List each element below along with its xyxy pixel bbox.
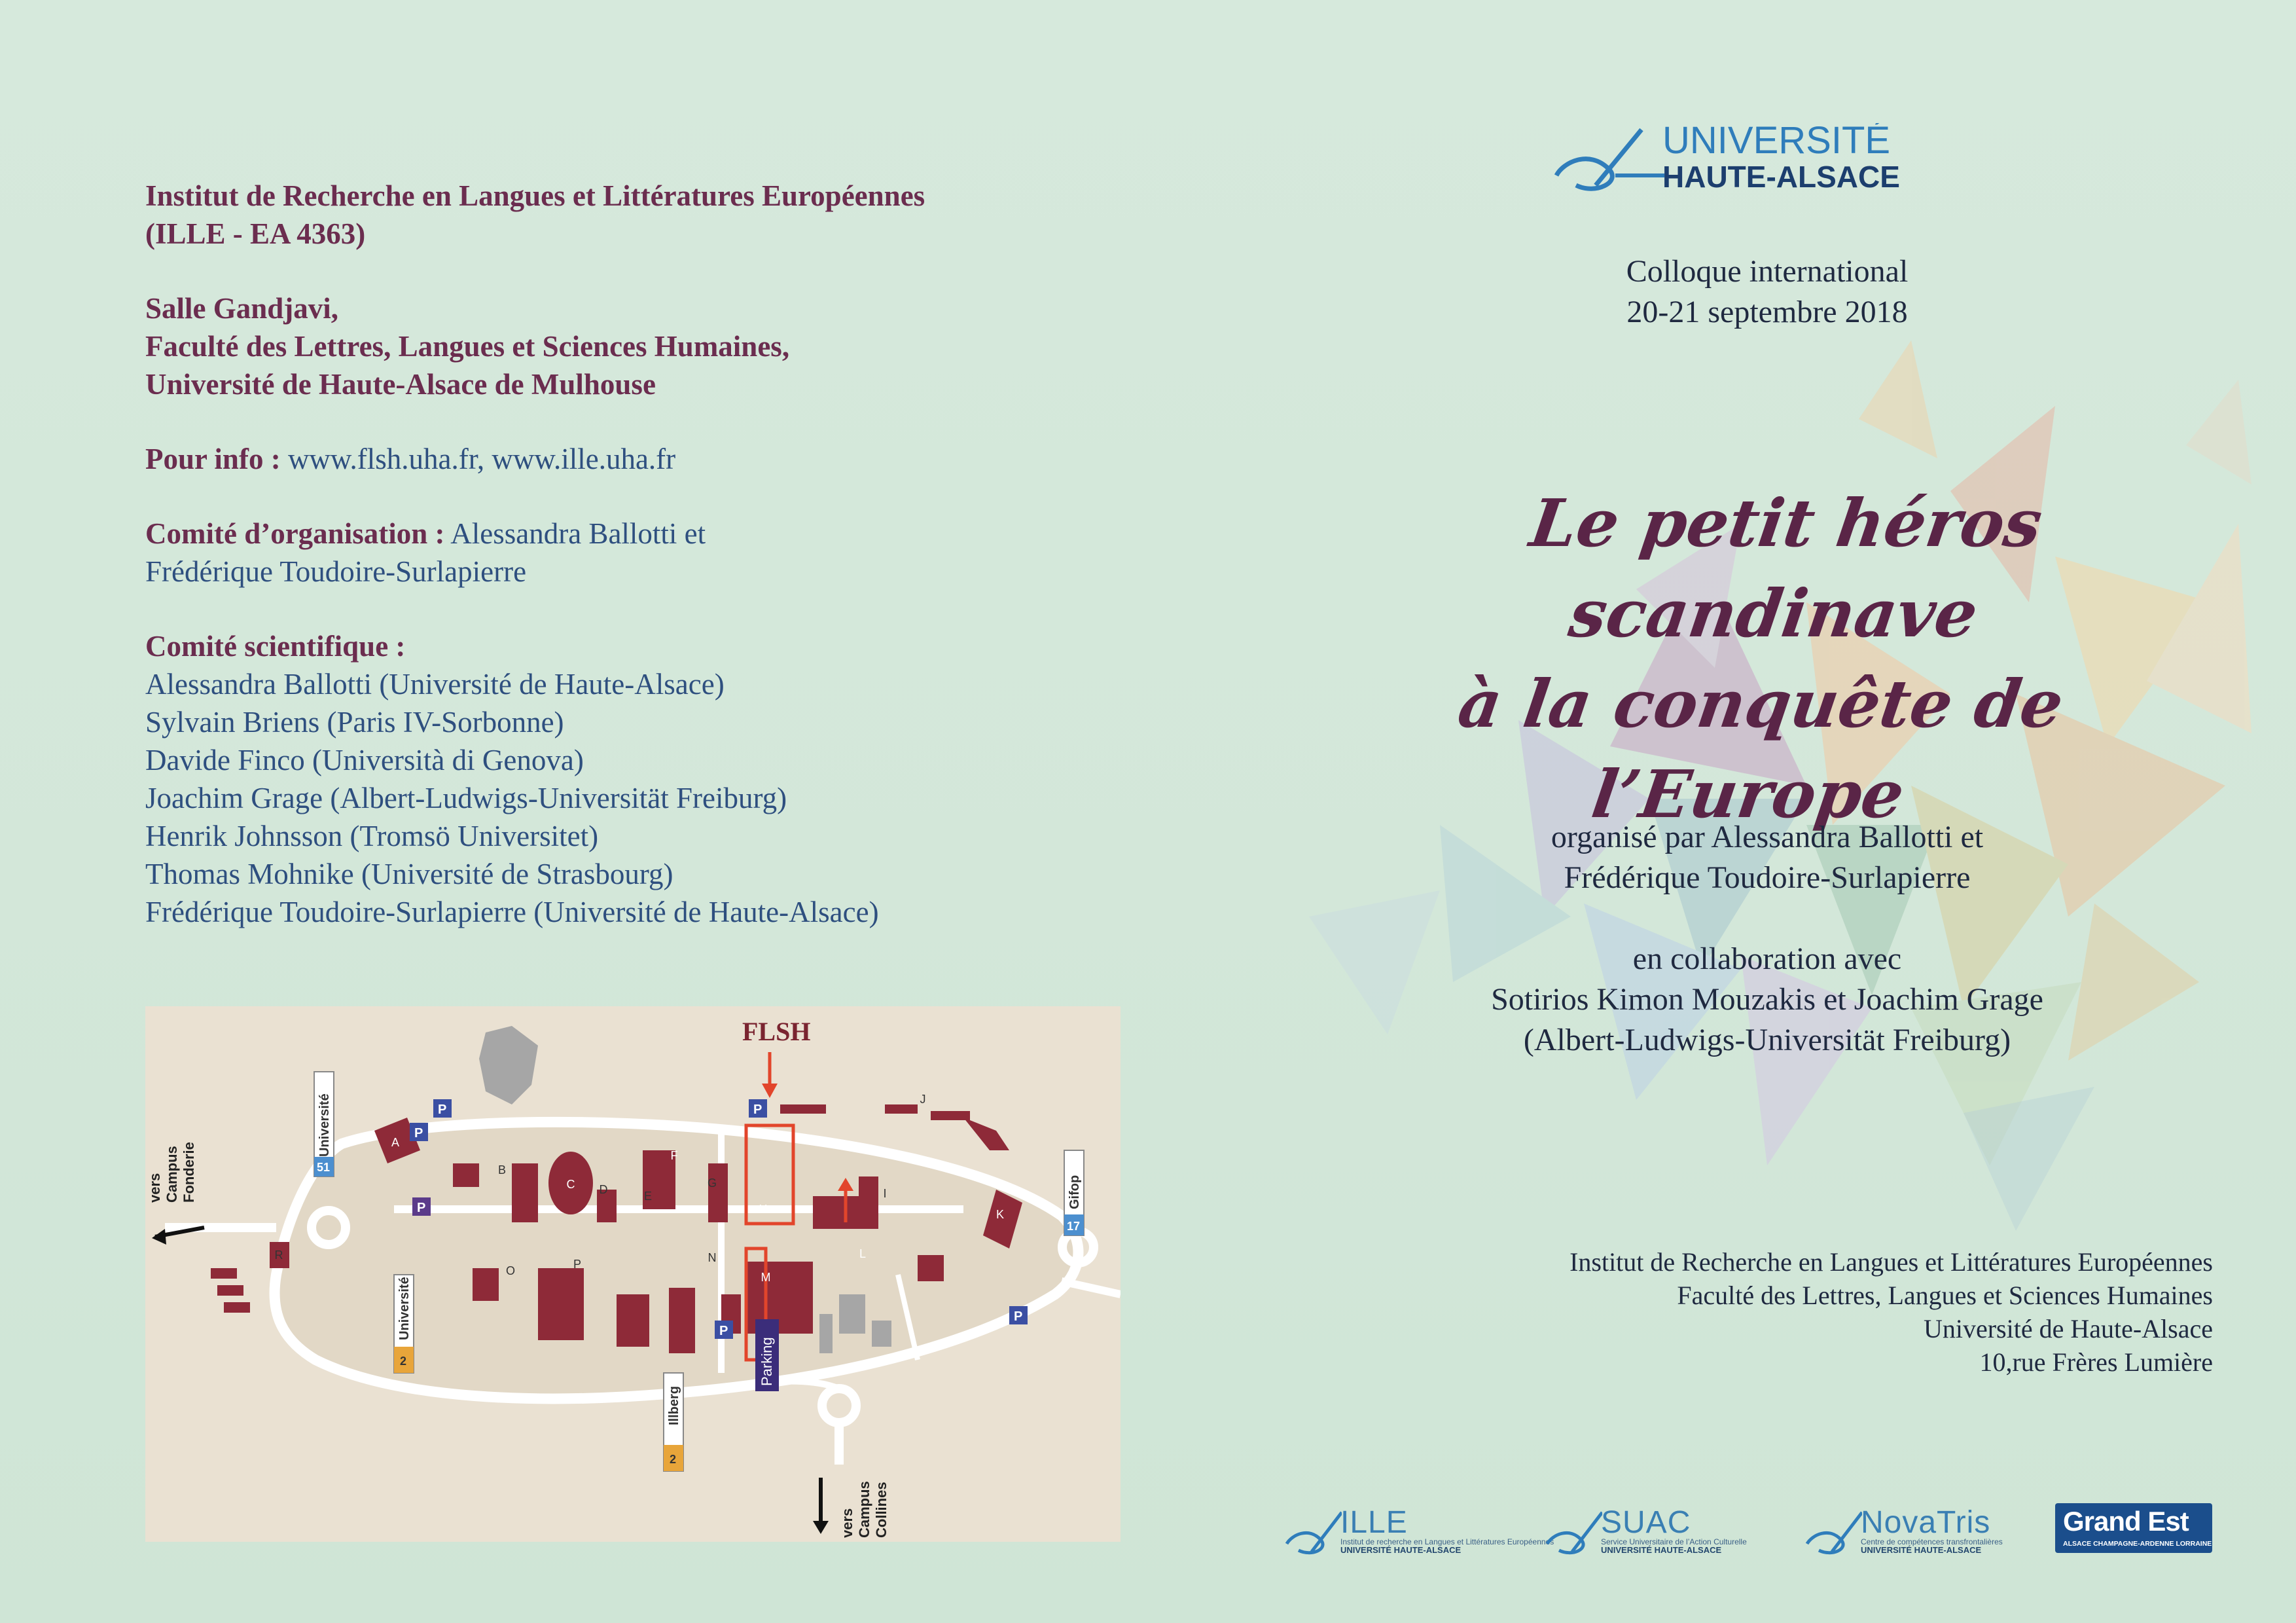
org-value: Alessandra Ballotti et [444, 517, 706, 550]
venue-block [145, 289, 1127, 403]
sci-member: Davide Finco (Università di Genova) [145, 744, 584, 776]
ille-university: UNIVERSITÉ HAUTE-ALSACE [1340, 1545, 1462, 1555]
flsh-label: FLSH [742, 1017, 811, 1046]
building-label: G [707, 1176, 717, 1190]
building-label: F [670, 1149, 678, 1162]
org-line-1: organisé par Alessandra Ballotti et [1551, 820, 1984, 854]
partner-logos [1283, 1503, 2219, 1556]
grand-est-logo [2055, 1503, 2212, 1553]
suac-name: SUAC [1601, 1505, 1691, 1540]
uha-symbol-icon [1550, 123, 1956, 195]
bus-stop-illberg: Illberg [667, 1385, 681, 1425]
address-line: Faculté des Lettres, Langues et Sciences Humaines [1677, 1281, 2213, 1310]
address-line: Université de Haute-Alsace [1923, 1314, 2213, 1343]
sci-member: Alessandra Ballotti (Université de Haute-Alsace) [145, 668, 725, 701]
suac-logo [1543, 1503, 1792, 1556]
building-label: K [996, 1208, 1005, 1221]
suac-subtitle: Service Universitaire de l’Action Culturelle [1601, 1537, 1747, 1546]
p-marker: P [414, 1126, 423, 1140]
tram-line-2: 2 [670, 1453, 677, 1466]
colloque-block [1335, 251, 2199, 333]
campus-map [145, 1006, 1121, 1542]
bus-stop-gifop: Gifop [1067, 1175, 1082, 1209]
info-label: Pour info : [145, 443, 281, 475]
sci-member: Henrik Johnsson (Tromsö Universitet) [145, 820, 599, 852]
vers-label: vers [839, 1508, 855, 1538]
building-label: L [859, 1247, 867, 1260]
vers-label: vers [147, 1173, 163, 1203]
building-label: J [920, 1093, 926, 1106]
building-label: M [761, 1271, 771, 1284]
novatris-subtitle: Centre de compétences transfrontalières [1861, 1537, 2003, 1546]
institute-line-2: (ILLE - EA 4363) [145, 217, 366, 250]
building-label: A [391, 1136, 400, 1149]
scientific-block [145, 627, 1127, 931]
building-label: C [566, 1178, 575, 1191]
sci-member: Joachim Grage (Albert-Ludwigs-Universität Freiburg) [145, 782, 787, 814]
building-label: D [599, 1183, 608, 1196]
title-line-1: Le petit héros scandinave [1526, 484, 2047, 652]
venue-line-1: Salle Gandjavi, [145, 292, 339, 325]
org-line-2: Frédérique Toudoire-Surlapierre [1564, 860, 1971, 895]
sci-member: Sylvain Briens (Paris IV-Sorbonne) [145, 706, 564, 739]
suac-university: UNIVERSITÉ HAUTE-ALSACE [1601, 1545, 1722, 1555]
campus-label: Campus [856, 1481, 872, 1538]
ille-subtitle: Institut de recherche en Langues et Littératures Européennes [1340, 1537, 1554, 1546]
venue-line-3: Université de Haute-Alsace de Mulhouse [145, 368, 656, 401]
novatris-name: NovaTris [1861, 1505, 1991, 1540]
org-label: Comité d’organisation : [145, 517, 445, 550]
collaboration-block [1335, 939, 2199, 1061]
p-marker: P [438, 1103, 447, 1117]
left-column [145, 177, 1127, 931]
uha-symbol-icon [1543, 1510, 1602, 1556]
novatris-logo [1803, 1503, 2052, 1556]
ille-name: ILLE [1340, 1505, 1408, 1540]
fonderie-label: Fonderie [181, 1142, 197, 1203]
tram-line-2: 2 [400, 1355, 407, 1368]
parking-label: Parking [759, 1337, 775, 1386]
organised-by-block [1335, 817, 2199, 898]
p-marker: P [1014, 1309, 1023, 1324]
building-label: I [883, 1187, 887, 1200]
uha-symbol-icon [1283, 1510, 1342, 1556]
p-marker: P [753, 1103, 762, 1117]
info-block [145, 440, 1127, 478]
address-line: Institut de Recherche en Langues et Littératures Européennes [1570, 1247, 2213, 1277]
sci-label: Comité scientifique : [145, 630, 406, 663]
building-label: P [573, 1258, 582, 1271]
uha-bottom-text: HAUTE-ALSACE [1662, 160, 1900, 194]
bus-line-17: 17 [1067, 1220, 1081, 1233]
institute-line-1: Institut de Recherche en Langues et Littératures Européennes [145, 179, 925, 212]
organisation-block [145, 515, 1127, 591]
org-value-2: Frédérique Toudoire-Surlapierre [145, 555, 527, 588]
sci-member: Frédérique Toudoire-Surlapierre (Université de Haute-Alsace) [145, 896, 879, 928]
building-label: H [759, 1203, 768, 1216]
building-label: E [643, 1190, 653, 1203]
ille-logo [1283, 1503, 1554, 1556]
bus-stop-universite: Université [317, 1093, 332, 1157]
collines-label: Collines [873, 1482, 889, 1538]
p-marker: P [417, 1201, 426, 1215]
colloque-dates: 20-21 septembre 2018 [1626, 295, 1908, 329]
grand-est-region: ALSACE CHAMPAGNE-ARDENNE LORRAINE [2063, 1540, 2212, 1548]
collab-line-1: en collaboration avec [1632, 941, 1902, 976]
building-label: B [497, 1163, 507, 1176]
p-marker: P [719, 1324, 728, 1338]
colloque-label: Colloque international [1626, 254, 1909, 289]
grand-est-name: Grand Est [2063, 1506, 2189, 1537]
info-links[interactable]: www.flsh.uha.fr, www.ille.uha.fr [280, 443, 676, 475]
novatris-university: UNIVERSITÉ HAUTE-ALSACE [1861, 1545, 1982, 1555]
address-line: 10,rue Frères Lumière [1979, 1347, 2213, 1377]
event-title [1310, 478, 2225, 839]
collab-line-3: (Albert-Ludwigs-Universität Freiburg) [1523, 1023, 2011, 1057]
sci-member: Thomas Mohnike (Université de Strasbourg) [145, 858, 673, 890]
collab-line-2: Sotirios Kimon Mouzakis et Joachim Grage [1491, 982, 2043, 1017]
building-label: R [274, 1249, 283, 1262]
uha-top-text: UNIVERSITÉ [1662, 123, 1891, 162]
bus-stop-universite-2: Université [397, 1277, 412, 1340]
address-block [1427, 1245, 2213, 1379]
uha-symbol-icon [1803, 1510, 1862, 1556]
uha-logo [1550, 123, 1956, 198]
title-line-2: à la conquête de l’Europe [1454, 665, 2068, 833]
building-label: N [708, 1251, 717, 1264]
bus-line-51: 51 [317, 1161, 331, 1174]
institute-block [145, 177, 1127, 253]
campus-label: Campus [164, 1146, 180, 1203]
building-label: O [505, 1264, 516, 1277]
venue-line-2: Faculté des Lettres, Langues et Sciences Humaines, [145, 330, 790, 363]
